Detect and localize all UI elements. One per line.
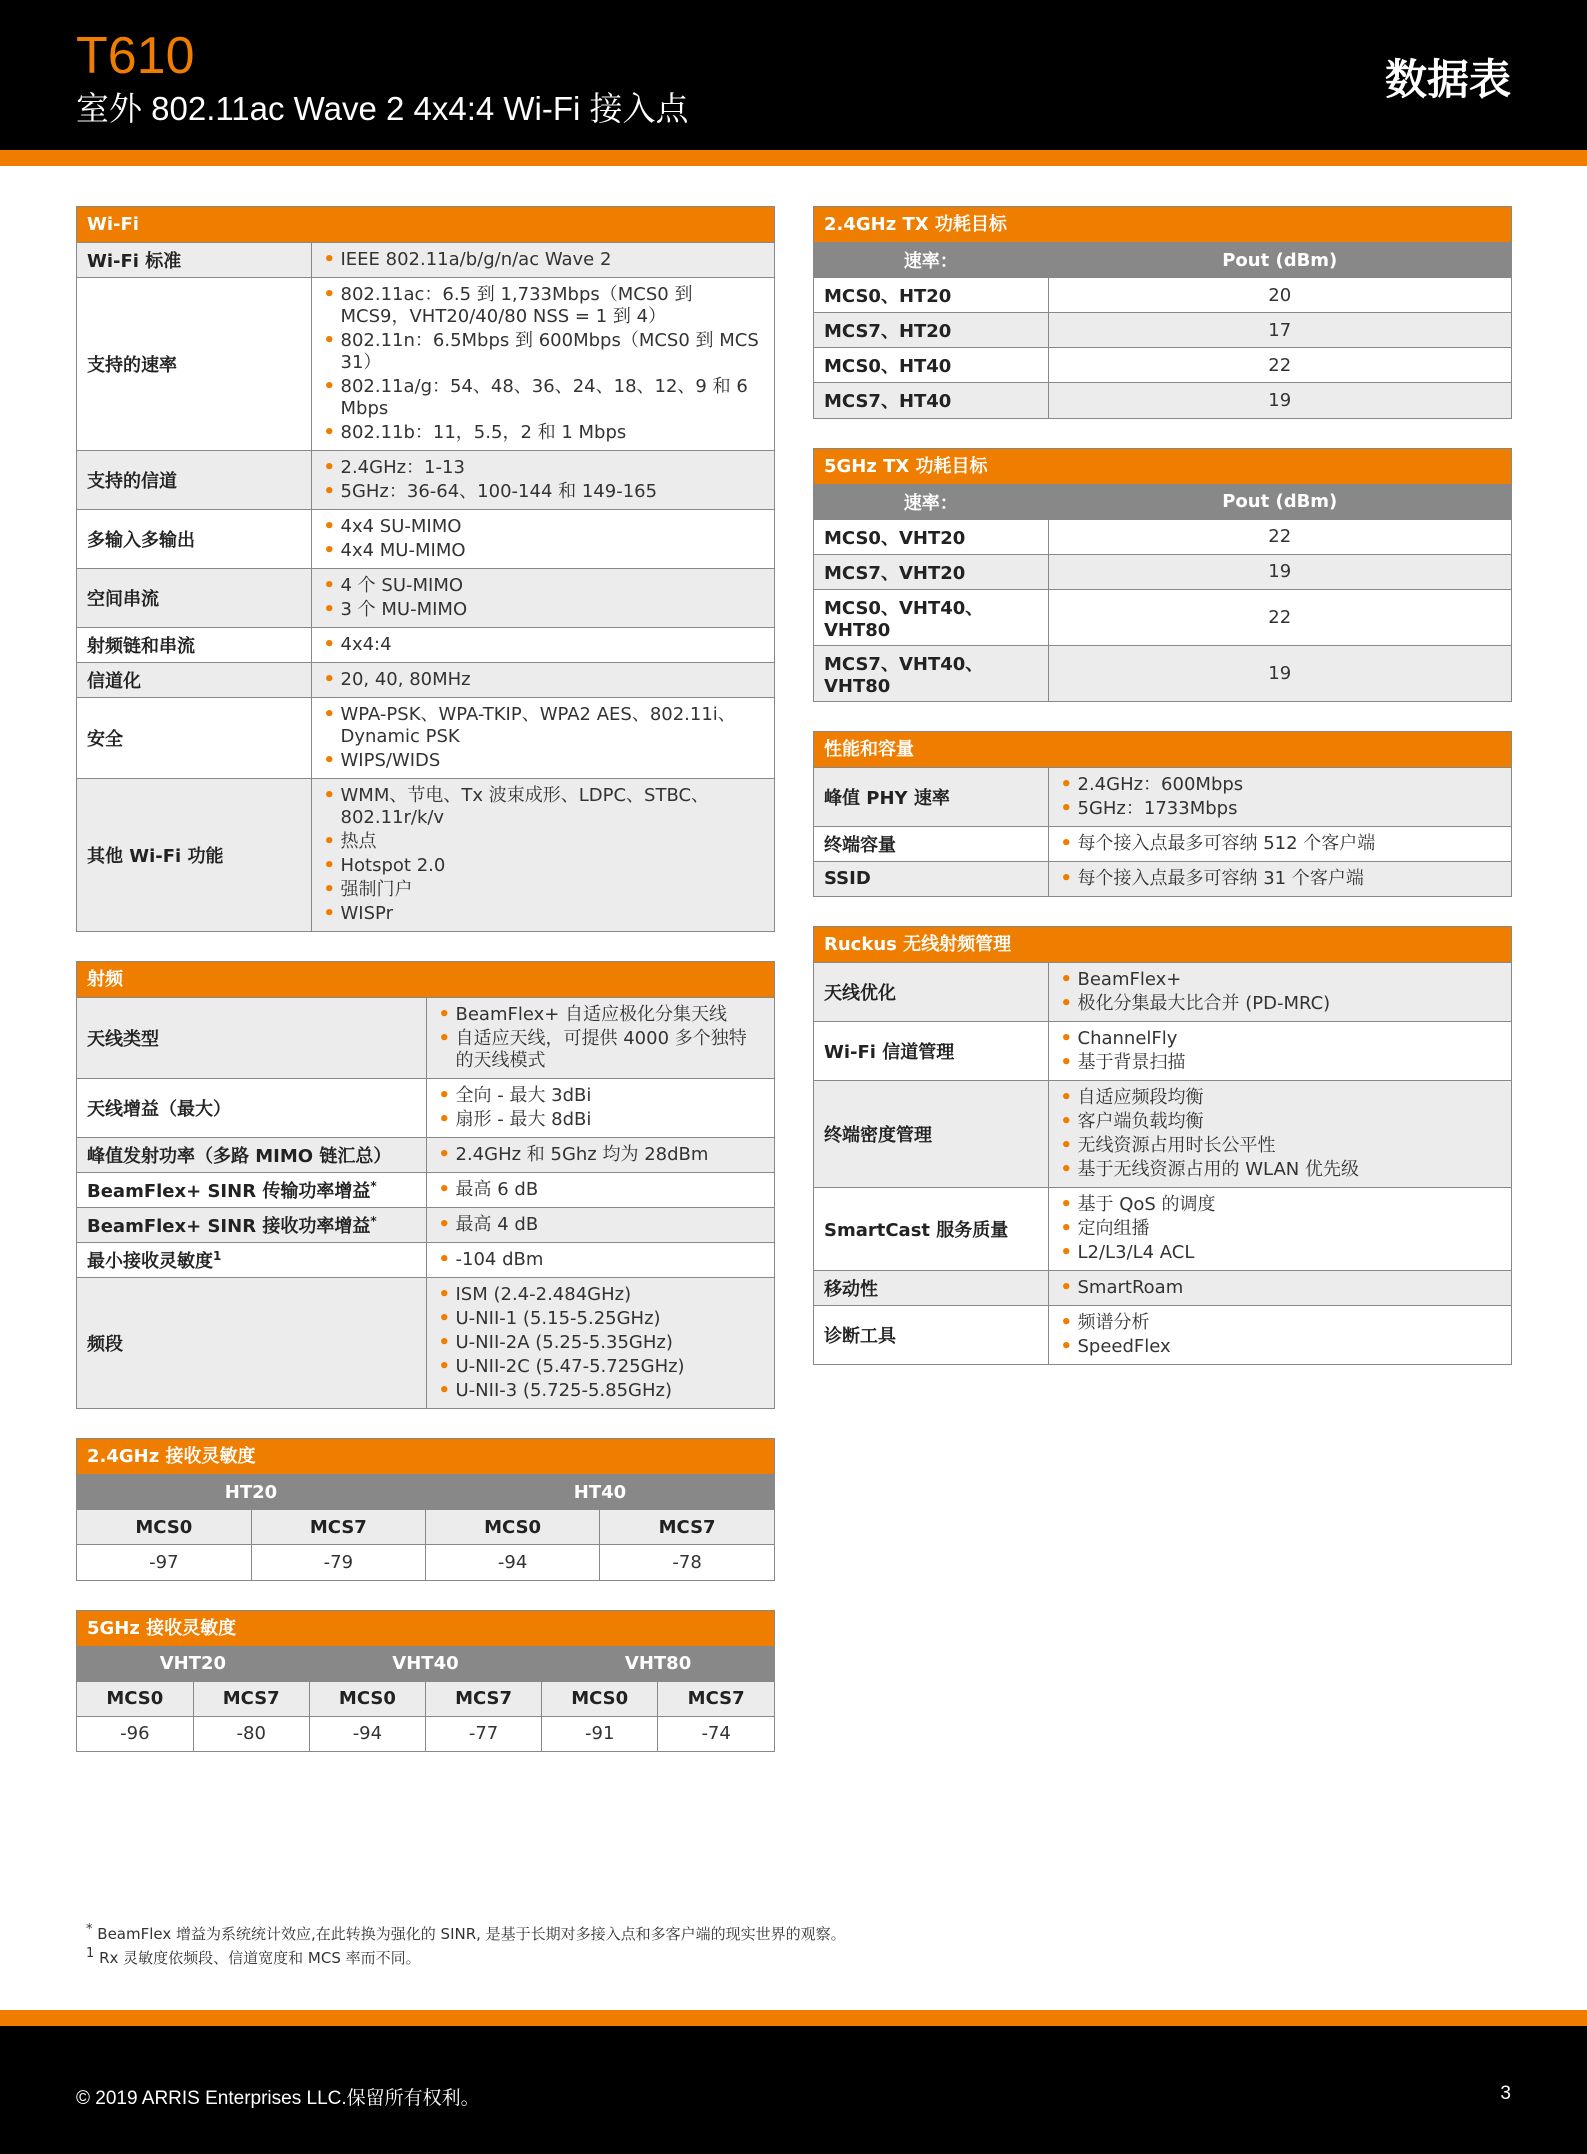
pout-cell: 22 (1048, 519, 1511, 554)
sensitivity-value: -91 (542, 1716, 658, 1751)
product-subtitle: 室外 802.11ac Wave 2 4x4:4 Wi-Fi 接入点 (76, 90, 689, 127)
rate-cell: MCS7、HT20 (814, 313, 1048, 348)
spec-row (77, 698, 774, 779)
sensitivity-value: -79 (251, 1545, 425, 1580)
spec-label-text: 终端密度管理 (824, 1124, 932, 1146)
spec-item: • 最高 6 dB (437, 1179, 765, 1201)
spec-label (814, 1270, 1048, 1305)
spec-value (426, 1243, 774, 1278)
spec-value (311, 628, 774, 663)
spec-value (426, 1173, 774, 1208)
spec-value (1048, 826, 1511, 861)
spec-label-text: 最小接收灵敏度 (87, 1251, 213, 1272)
spec-label-text: 峰值 PHY 速率 (824, 787, 950, 809)
spec-label-text: 空间串流 (87, 589, 159, 610)
spec-label-text: 射频链和串流 (87, 636, 195, 657)
spec-item: • 802.11ac：6.5 到 1,733Mbps（MCS0 到 MCS9，VHT20/40/80 NSS = 1 到 4） (322, 284, 765, 328)
spec-label (77, 1243, 426, 1278)
spec-item: • ChannelFly (1059, 1028, 1502, 1050)
value-row (77, 1545, 774, 1580)
spec-label (77, 1138, 426, 1173)
footnote (86, 1944, 846, 1968)
spec-label-text: 移动性 (824, 1278, 878, 1300)
spec-value (426, 1278, 774, 1409)
pout-column-header: Pout (dBm) (1048, 243, 1511, 278)
group-header-row (77, 1475, 774, 1510)
spec-list (437, 1214, 765, 1236)
spec-item: • 4x4:4 (322, 634, 765, 656)
spec-list (437, 1179, 765, 1201)
footnotes (86, 1920, 846, 1968)
spec-row (77, 1173, 774, 1208)
spec-item: • 自适应天线，可提供 4000 多个独特的天线模式 (437, 1028, 765, 1072)
spec-item: • 3 个 MU-MIMO (322, 599, 765, 621)
spec-label-text: 天线类型 (87, 1029, 159, 1050)
spec-item: • 每个接入点最多可容纳 31 个客户端 (1059, 868, 1502, 890)
spec-list (1059, 774, 1502, 820)
spec-label-text: BeamFlex+ SINR 传输功率增益 (87, 1181, 371, 1202)
spec-list (322, 457, 765, 503)
spec-label (77, 569, 311, 628)
spec-item: • 2.4GHz：600Mbps (1059, 774, 1502, 796)
spec-list (437, 1085, 765, 1131)
spec-row (814, 1270, 1511, 1305)
spec-item: • 热点 (322, 831, 765, 853)
copyright: © 2019 ARRIS Enterprises LLC.保留所有权利。 (76, 2088, 480, 2109)
sensitivity-value: -77 (425, 1716, 541, 1751)
spec-row (814, 1021, 1511, 1080)
rate-cell: MCS0、HT20 (814, 278, 1048, 313)
tx-power-5ghz-section (813, 448, 1512, 702)
spec-label-text: 安全 (87, 729, 123, 750)
spec-list (437, 1284, 765, 1402)
sensitivity-table (77, 1474, 774, 1580)
document-type: 数据表 (1384, 55, 1511, 104)
spec-label (77, 510, 311, 569)
group-header: VHT20 (77, 1646, 309, 1681)
value-row (77, 1716, 774, 1751)
spec-row (77, 1208, 774, 1243)
spec-list (1059, 1087, 1502, 1181)
tx-row (814, 589, 1511, 645)
spec-list (1059, 1277, 1502, 1299)
spec-item: • 定向组播 (1059, 1218, 1502, 1240)
spec-row (77, 278, 774, 451)
spec-row (77, 1138, 774, 1173)
ruckus-rf-section (813, 926, 1512, 1365)
spec-label (814, 1021, 1048, 1080)
spec-label-text: 其他 Wi-Fi 功能 (87, 846, 224, 867)
spec-list (322, 669, 765, 691)
spec-value (311, 663, 774, 698)
spec-item: • WIPS/WIDS (322, 750, 765, 772)
spec-row (77, 998, 774, 1079)
spec-item: • SmartRoam (1059, 1277, 1502, 1299)
spec-value (311, 569, 774, 628)
spec-item: • SpeedFlex (1059, 1336, 1502, 1358)
spec-row (77, 1243, 774, 1278)
section-title: 2.4GHz 接收灵敏度 (77, 1439, 774, 1474)
spec-value (426, 998, 774, 1079)
rate-cell: MCS7、HT40 (814, 383, 1048, 418)
sensitivity-value: -74 (658, 1716, 774, 1751)
spec-item: • 4x4 MU-MIMO (322, 540, 765, 562)
spec-label (814, 962, 1048, 1021)
spec-value (311, 278, 774, 451)
spec-label-text: 信道化 (87, 671, 141, 692)
section-title: 性能和容量 (814, 732, 1511, 767)
spec-item: • Hotspot 2.0 (322, 855, 765, 877)
spec-item: • 极化分集最大比合并 (PD-MRC) (1059, 993, 1502, 1015)
spec-value (311, 510, 774, 569)
spec-item: • 5GHz：36-64、100-144 和 149-165 (322, 481, 765, 503)
spec-row (77, 569, 774, 628)
spec-label-text: 支持的信道 (87, 471, 177, 492)
spec-row (77, 451, 774, 510)
spec-label-text: 终端容量 (824, 834, 896, 856)
mcs-header: MCS7 (658, 1681, 774, 1716)
spec-list (322, 284, 765, 444)
spec-value (311, 243, 774, 278)
mcs-header: MCS7 (193, 1681, 309, 1716)
spec-label-text: Wi-Fi 信道管理 (824, 1041, 955, 1063)
spec-row (77, 1079, 774, 1138)
spec-list (322, 575, 765, 621)
tx-row (814, 313, 1511, 348)
spec-item: • U-NII-2C (5.47-5.725GHz) (437, 1356, 765, 1378)
spec-table (814, 962, 1511, 1364)
pout-cell: 19 (1048, 383, 1511, 418)
spec-label-text: 频段 (87, 1334, 123, 1355)
footnote-text: BeamFlex 增益为系统统计效应,在此转换为强化的 SINR, 是基于长期对多接入点和多客户端的现实世界的观察。 (97, 1925, 846, 1943)
spec-value (311, 698, 774, 779)
spec-value (311, 779, 774, 932)
spec-row (77, 628, 774, 663)
sensitivity-value: -96 (77, 1716, 193, 1751)
spec-label (77, 1278, 426, 1409)
spec-label (814, 826, 1048, 861)
spec-item: • 4 个 SU-MIMO (322, 575, 765, 597)
spec-value (426, 1138, 774, 1173)
spec-item: • ISM (2.4-2.484GHz) (437, 1284, 765, 1306)
pout-cell: 22 (1048, 348, 1511, 383)
spec-list (437, 1004, 765, 1072)
spec-item: • BeamFlex+ (1059, 969, 1502, 991)
footnote-mark: 1 (86, 1946, 95, 1961)
sensitivity-5ghz-section (76, 1610, 775, 1753)
spec-label (77, 278, 311, 451)
section-title: Wi-Fi (77, 207, 774, 242)
spec-value (1048, 1080, 1511, 1187)
spec-item: • IEEE 802.11a/b/g/n/ac Wave 2 (322, 249, 765, 271)
pout-column-header: Pout (dBm) (1048, 484, 1511, 519)
rate-cell: MCS7、VHT20 (814, 554, 1048, 589)
spec-list (322, 704, 765, 772)
spec-item: • WISPr (322, 903, 765, 925)
group-header: HT20 (77, 1475, 426, 1510)
spec-list (1059, 1312, 1502, 1358)
spec-label (814, 1305, 1048, 1364)
spec-label (814, 1080, 1048, 1187)
spec-item: • WMM、节电、Tx 波束成形、LDPC、STBC、802.11r/k/v (322, 785, 765, 829)
spec-item: • 无线资源占用时长公平性 (1059, 1135, 1502, 1157)
mcs-header: MCS7 (251, 1510, 425, 1545)
pout-cell: 19 (1048, 554, 1511, 589)
spec-row (77, 510, 774, 569)
spec-label (814, 1187, 1048, 1270)
spec-item: • 802.11b：11，5.5，2 和 1 Mbps (322, 422, 765, 444)
spec-list (437, 1144, 765, 1166)
mcs-header: MCS0 (309, 1681, 425, 1716)
pout-cell: 17 (1048, 313, 1511, 348)
mcs-header: MCS7 (425, 1681, 541, 1716)
spec-label (77, 663, 311, 698)
spec-item: • 扇形 - 最大 8dBi (437, 1109, 765, 1131)
tx-row (814, 554, 1511, 589)
performance-section (813, 731, 1512, 897)
spec-label-text: 天线增益（最大） (87, 1099, 231, 1120)
tx-row (814, 383, 1511, 418)
mcs-header-row (77, 1681, 774, 1716)
spec-label-text: 诊断工具 (824, 1325, 896, 1347)
footnote-ref: * (370, 1179, 377, 1193)
rate-cell: MCS7、VHT40、VHT80 (814, 645, 1048, 701)
spec-value (1048, 1305, 1511, 1364)
right-column (813, 206, 1512, 1394)
footnote (86, 1920, 846, 1944)
spec-item: • 802.11n：6.5Mbps 到 600Mbps（MCS0 到 MCS 31） (322, 330, 765, 374)
spec-list (1059, 833, 1502, 855)
mcs-header: MCS0 (77, 1510, 251, 1545)
spec-label (77, 1079, 426, 1138)
spec-row (814, 767, 1511, 826)
spec-table (77, 242, 774, 931)
section-title: 5GHz 接收灵敏度 (77, 1611, 774, 1646)
spec-label (77, 628, 311, 663)
spec-label-text: 支持的速率 (87, 355, 177, 376)
spec-row (814, 861, 1511, 896)
sensitivity-value: -94 (309, 1716, 425, 1751)
pout-cell: 22 (1048, 589, 1511, 645)
spec-row (814, 1187, 1511, 1270)
rate-column-header: 速率： (814, 484, 1048, 519)
spec-row (814, 1080, 1511, 1187)
spec-value (426, 1208, 774, 1243)
tx-power-24ghz-section (813, 206, 1512, 419)
wifi-section (76, 206, 775, 932)
section-title: Ruckus 无线射频管理 (814, 927, 1511, 962)
spec-row (814, 826, 1511, 861)
rate-column-header: 速率： (814, 243, 1048, 278)
sensitivity-table (77, 1646, 774, 1752)
tx-power-table (814, 242, 1511, 418)
section-title: 5GHz TX 功耗目标 (814, 449, 1511, 484)
mcs-header: MCS0 (542, 1681, 658, 1716)
spec-item: • BeamFlex+ 自适应极化分集天线 (437, 1004, 765, 1026)
header-accent-stripe (0, 150, 1587, 166)
spec-label-text: SmartCast 服务质量 (824, 1219, 1009, 1241)
group-header: VHT80 (542, 1646, 774, 1681)
mcs-header-row (77, 1510, 774, 1545)
spec-value (1048, 1270, 1511, 1305)
spec-value (1048, 1187, 1511, 1270)
tx-row (814, 519, 1511, 554)
mcs-header: MCS7 (600, 1510, 774, 1545)
pout-cell: 20 (1048, 278, 1511, 313)
spec-label (77, 1208, 426, 1243)
page-number: 3 (1500, 2083, 1511, 2104)
spec-row (77, 1278, 774, 1409)
spec-item: • WPA-PSK、WPA-TKIP、WPA2 AES、802.11i、Dynamic PSK (322, 704, 765, 748)
spec-label-text: 天线优化 (824, 982, 896, 1004)
column-header-row (814, 243, 1511, 278)
spec-label-text: BeamFlex+ SINR 接收功率增益 (87, 1216, 371, 1237)
group-header: VHT40 (309, 1646, 541, 1681)
spec-item: • 基于无线资源占用的 WLAN 优先级 (1059, 1159, 1502, 1181)
spec-list (437, 1249, 765, 1271)
spec-item: • 4x4 SU-MIMO (322, 516, 765, 538)
group-header-row (77, 1646, 774, 1681)
spec-item: • U-NII-3 (5.725-5.85GHz) (437, 1380, 765, 1402)
footnote-ref: 1 (213, 1249, 222, 1263)
tx-row (814, 348, 1511, 383)
spec-list (322, 785, 765, 925)
spec-item: • U-NII-2A (5.25-5.35GHz) (437, 1332, 765, 1354)
spec-label-text: Wi-Fi 标准 (87, 251, 182, 272)
sensitivity-24ghz-section (76, 1438, 775, 1581)
rate-cell: MCS0、VHT20 (814, 519, 1048, 554)
spec-value (311, 451, 774, 510)
spec-label (77, 243, 311, 278)
footnote-mark: * (86, 1922, 93, 1937)
spec-list (322, 249, 765, 271)
spec-item: • 5GHz：1733Mbps (1059, 798, 1502, 820)
tx-row (814, 645, 1511, 701)
spec-label (77, 698, 311, 779)
pout-cell: 19 (1048, 645, 1511, 701)
spec-value (1048, 962, 1511, 1021)
spec-table (814, 767, 1511, 896)
spec-label (77, 451, 311, 510)
column-header-row (814, 484, 1511, 519)
spec-list (1059, 1194, 1502, 1264)
sensitivity-value: -94 (426, 1545, 600, 1580)
spec-value (1048, 767, 1511, 826)
spec-item: • 强制门户 (322, 879, 765, 901)
spec-value (1048, 861, 1511, 896)
spec-label (77, 779, 311, 932)
spec-row (77, 243, 774, 278)
spec-item: • 802.11a/g：54、48、36、24、18、12、9 和 6 Mbps (322, 376, 765, 420)
spec-label (814, 861, 1048, 896)
spec-item: • 每个接入点最多可容纳 512 个客户端 (1059, 833, 1502, 855)
spec-row (814, 962, 1511, 1021)
spec-item: • 自适应频段均衡 (1059, 1087, 1502, 1109)
spec-row (77, 663, 774, 698)
mcs-header: MCS0 (426, 1510, 600, 1545)
section-title: 射频 (77, 962, 774, 997)
footnote-ref: * (370, 1214, 377, 1228)
spec-item: • 最高 4 dB (437, 1214, 765, 1236)
spec-label-text: SSID (824, 868, 871, 889)
spec-table (77, 997, 774, 1408)
spec-item: • 2.4GHz：1-13 (322, 457, 765, 479)
group-header: HT40 (426, 1475, 775, 1510)
spec-list (322, 516, 765, 562)
spec-item: • L2/L3/L4 ACL (1059, 1242, 1502, 1264)
spec-value (426, 1079, 774, 1138)
spec-label (814, 767, 1048, 826)
spec-list (1059, 969, 1502, 1015)
radio-section (76, 961, 775, 1409)
section-title: 2.4GHz TX 功耗目标 (814, 207, 1511, 242)
spec-list (322, 634, 765, 656)
spec-item: • -104 dBm (437, 1249, 765, 1271)
spec-list (1059, 868, 1502, 890)
sensitivity-value: -80 (193, 1716, 309, 1751)
spec-item: • 2.4GHz 和 5Ghz 均为 28dBm (437, 1144, 765, 1166)
sensitivity-value: -97 (77, 1545, 251, 1580)
rate-cell: MCS0、VHT40、VHT80 (814, 589, 1048, 645)
product-model: T610 (76, 27, 195, 85)
spec-row (77, 779, 774, 932)
spec-item: • 基于 QoS 的调度 (1059, 1194, 1502, 1216)
spec-item: • U-NII-1 (5.15-5.25GHz) (437, 1308, 765, 1330)
sensitivity-value: -78 (600, 1545, 774, 1580)
mcs-header: MCS0 (77, 1681, 193, 1716)
spec-item: • 客户端负载均衡 (1059, 1111, 1502, 1133)
spec-label (77, 1173, 426, 1208)
spec-label-text: 峰值发射功率（多路 MIMO 链汇总） (87, 1146, 392, 1167)
spec-row (814, 1305, 1511, 1364)
spec-label-text: 多输入多输出 (87, 530, 195, 551)
rate-cell: MCS0、HT40 (814, 348, 1048, 383)
footer-accent-stripe (0, 2010, 1587, 2026)
spec-item: • 基于背景扫描 (1059, 1052, 1502, 1074)
footnote-text: Rx 灵敏度依频段、信道宽度和 MCS 率而不同。 (99, 1949, 421, 1967)
spec-list (1059, 1028, 1502, 1074)
left-column (76, 206, 775, 1781)
tx-power-table (814, 484, 1511, 701)
spec-value (1048, 1021, 1511, 1080)
tx-row (814, 278, 1511, 313)
spec-item: • 20, 40, 80MHz (322, 669, 765, 691)
spec-item: • 全向 - 最大 3dBi (437, 1085, 765, 1107)
spec-label (77, 998, 426, 1079)
spec-item: • 频谱分析 (1059, 1312, 1502, 1334)
